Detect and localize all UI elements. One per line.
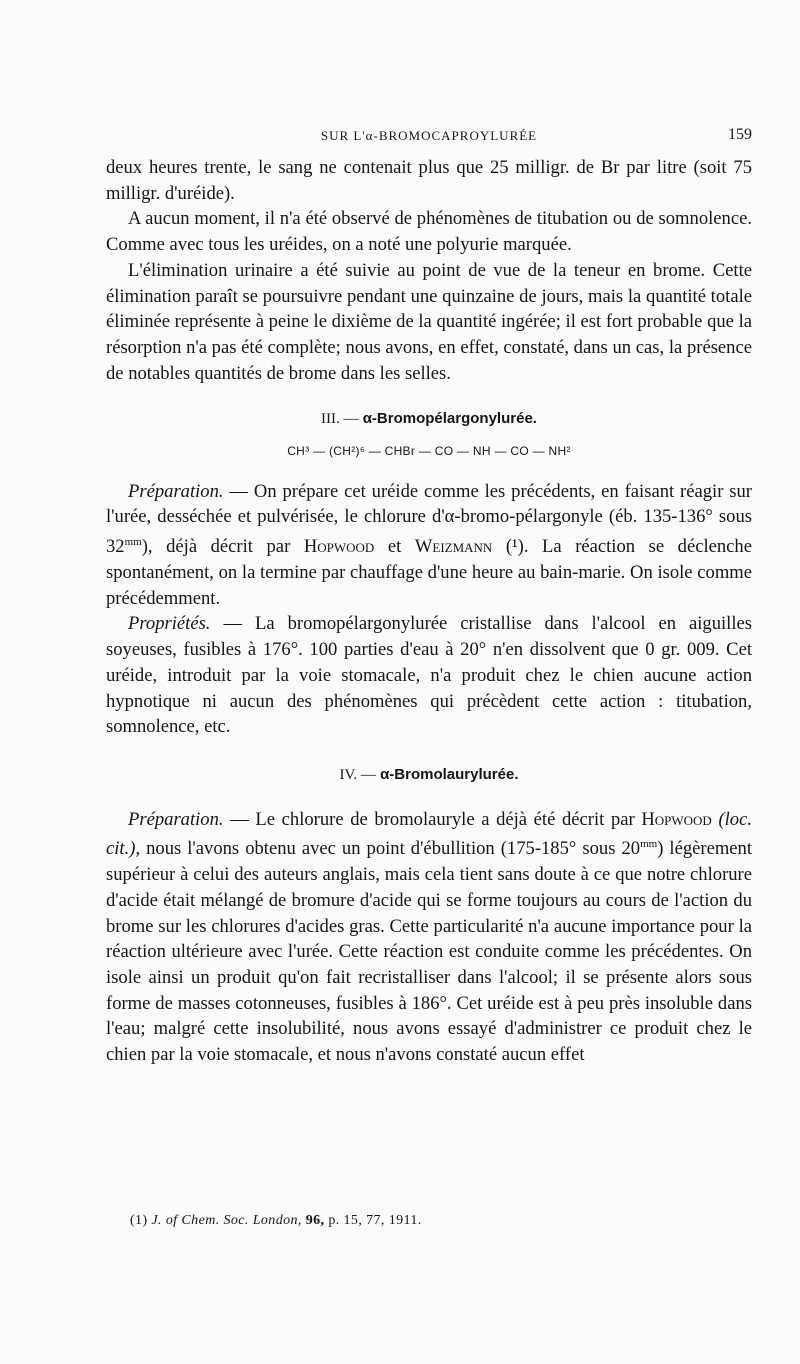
section-number-iii: III. — xyxy=(321,411,359,428)
paragraph-elimination: L'élimination urinaire a été suivie au point de vue de la teneur en brome. Cette élimination paraît se poursuivre pendant une quinzaine de jours, mais la quantité totale éliminée représente à peine le dixième de la quantité ingérée; il est fort probable que la résorption n'a pas été complète; nous avons, en effet, constaté, dans un cas, la présence de notables quantités de brome dans les selles. xyxy=(106,259,752,384)
footnote-journal: J. of Chem. Soc. London, xyxy=(151,1213,302,1228)
section-heading-iii: α-Bromopélargonylurée. xyxy=(362,410,537,428)
preparation-label-iii: Préparation. xyxy=(128,480,224,502)
author-hopwood-ref: Hopwood xyxy=(641,808,712,830)
chemical-formula: CH³ — (CH²)⁶ — CHBr — CO — NH — CO — NH² xyxy=(287,444,571,459)
author-weizmann: Weizmann xyxy=(414,536,493,558)
section-title-iv xyxy=(106,762,752,789)
paragraph-properties-iii: Propriétés. — La bromopélargonylurée cristallise dans l'alcool en aiguilles soyeuses, fusibles à 176°. 100 parties d'eau à 20° n'en dissolvent que 0 gr. 009. Cet uréide, introduit par la voie stomacale, n'a produit chez le chien aucune action hypnotique ni aucun des phénomènes qui précèdent cette action : titubation, somnolence, etc. xyxy=(106,613,752,738)
section-title-iii xyxy=(106,406,752,433)
section-heading-iv: α-Bromolaurylurée. xyxy=(380,765,519,783)
page-number: 159 xyxy=(728,126,752,143)
running-header xyxy=(106,124,752,148)
footnote xyxy=(130,1213,422,1229)
paragraph-preparation-iv: Préparation. — Le chlorure de bromolauryle a déjà été décrit par Hopwood (loc. cit.), nous l'avons obtenu avec un point d'ébullition (175-185° sous $20^{mm}$) légèrement supérieur à celui des auteurs anglais, mais cela tient sans doute à ce que notre chlorure d'acide était mélangé de bromure d'acide qui se forme toujours au cours de l'action du brome sur les chlorures d'acides gras. Cette particularité n'a aucune importance pour la réaction ultérieure avec l'urée. Cette réaction est conduite comme les précédentes. On isole ainsi un produit qu'on fait recristalliser dans l'alcool; il se présente alors sous forme de masses cotonneuses, fusibles à 186°. Cet uréide est à peu près insoluble dans l'eau; malgré cette insolubilité, nous avons essayé d'administrer ce produit chez le chien par la voie stomacale, et nous n'avons constaté aucun effet xyxy=(106,808,753,1066)
paragraph-observation: A aucun moment, il n'a été observé de phénomènes de titubation ou de somnolence. Comme avec tous les uréides, on a noté une polyurie marquée. xyxy=(106,208,752,256)
footnote-pages: p. 15, 77, 1911. xyxy=(328,1213,422,1228)
author-hopwood: Hopwood xyxy=(303,536,375,558)
loc-cit: (loc. cit.) xyxy=(106,808,752,860)
running-title: SUR L'α-BROMOCAPROYLURÉE xyxy=(320,128,538,143)
paragraph-preparation-iii: Préparation. — On prépare cet uréide comme les précédents, en faisant réagir sur l'urée, desséchée et pulvérisée, le chlorure d'α-bromo-pélargonyle (éb. 135-136° sous $32^{mm}$), déjà décrit par Hopwood et Weizmann (¹). La réaction se déclenche spontanément, on la termine par chauffage d'une heure au bain-marie. On isole comme précédemment. xyxy=(106,480,752,609)
footnote-marker: (1) xyxy=(130,1213,148,1228)
paragraph-continuation: deux heures trente, le sang ne contenait plus que 25 milligr. de Br par litre (soit 75 milligr. d'uréide). xyxy=(106,157,752,204)
section-number-iv: IV. — xyxy=(339,766,376,783)
footnote-volume: 96, xyxy=(305,1213,325,1228)
preparation-label-iv: Préparation. xyxy=(128,808,224,830)
properties-label: Propriétés. xyxy=(128,613,211,635)
body-text xyxy=(106,155,752,1068)
